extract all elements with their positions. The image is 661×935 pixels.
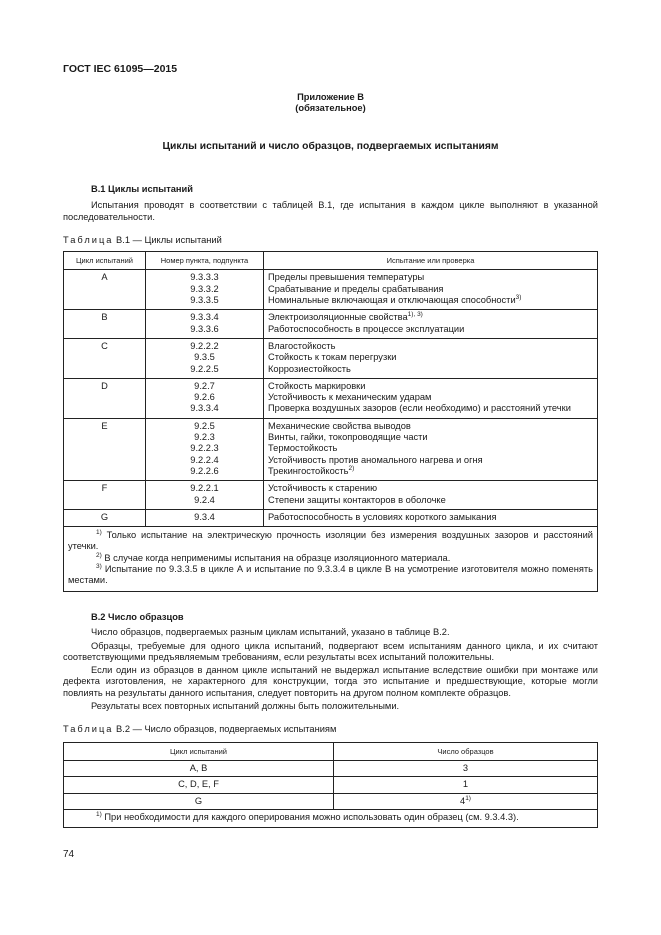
- clause-number: 9.3.3.4: [190, 312, 219, 323]
- test-cell: [264, 481, 598, 510]
- cycle-cell: G: [64, 793, 334, 809]
- appendix-label: Приложение В: [297, 92, 364, 102]
- test-name-text: Термостойкость: [268, 443, 338, 454]
- table-row: [64, 793, 598, 809]
- section-b2-paragraph: Образцы, требуемые для одного цикла испытаний, подвергают всем испытаниям данного цикла, и их считают соответствующими предъявляемым требованиям, если результаты всех испытаний положительны.: [63, 640, 598, 662]
- test-name: [268, 495, 593, 506]
- section-b2-paragraph: Если один из образцов в данном цикле испытаний не выдержал испытание вследствие ошибки при монтаже или дефекта изготовления, не характерного для конструкции, тогда это испытание и предшествующие, которые могли повлиять на результаты данного испытания, следует повторить на другом полном комплекте образцов.: [63, 665, 598, 698]
- clause-cell: [146, 378, 264, 418]
- clause-number: 9.2.7: [194, 380, 215, 391]
- clause-cell: [146, 310, 264, 339]
- footnote: [68, 553, 593, 564]
- test-name: [268, 466, 593, 477]
- cycle-cell: A, B: [64, 760, 334, 776]
- test-name-text: Устойчивость против аномального нагрева и огня: [268, 454, 483, 465]
- test-name: [268, 392, 593, 403]
- footnote-text: В случае когда неприменимы испытания на образце изоляционного материала.: [104, 552, 451, 563]
- clause-number: 9.3.3.5: [190, 295, 219, 306]
- clause-number: 9.2.2.1: [190, 483, 219, 494]
- cycle-cell: B: [64, 310, 146, 339]
- cycle-cell: A: [64, 270, 146, 310]
- table1-caption-text: В.1 — Циклы испытаний: [116, 234, 222, 245]
- table-row: [64, 270, 598, 310]
- test-cell: [264, 310, 598, 339]
- table2-header-count: Число образцов: [334, 742, 598, 760]
- footnote-ref: 1), 3): [407, 311, 423, 319]
- clause-number: 9.2.2.4: [190, 454, 219, 465]
- test-name-text: Пределы превышения температуры: [268, 272, 425, 283]
- test-name: [268, 295, 593, 306]
- clause-number: 9.2.6: [194, 392, 215, 403]
- clause-number: 9.3.3.3: [190, 272, 219, 283]
- table-sample-count: [63, 742, 598, 828]
- clause-number: 9.2.2.5: [190, 363, 219, 374]
- table-row: [64, 338, 598, 378]
- test-name: [268, 341, 593, 352]
- test-cell: [264, 418, 598, 480]
- footnote: [68, 530, 593, 553]
- cycle-cell: C, D, E, F: [64, 777, 334, 793]
- test-name-text: Стойкость к токам перегрузки: [268, 352, 397, 363]
- footnote-ref: 1): [465, 794, 471, 802]
- table-row: [64, 760, 598, 776]
- clause-number: 9.3.3.2: [190, 283, 219, 294]
- test-cell: [264, 338, 598, 378]
- test-name: [268, 381, 593, 392]
- test-name-text: Механические свойства выводов: [268, 420, 411, 431]
- section-b1-heading: В.1 Циклы испытаний: [91, 184, 193, 194]
- clause-cell: [146, 509, 264, 526]
- table-row: [64, 509, 598, 526]
- section-b2-paragraph: Число образцов, подвергаемых разным циклам испытаний, указано в таблице В.2.: [91, 627, 450, 638]
- test-name-text: Степени защиты контакторов в оболочке: [268, 494, 446, 505]
- test-name: [268, 352, 593, 363]
- table1-header-cycle: Цикл испытаний: [64, 252, 146, 270]
- table-test-cycles: [63, 251, 598, 591]
- table1-header-test: Испытание или проверка: [264, 252, 598, 270]
- table2-caption: [63, 724, 598, 735]
- appendix-title: [63, 92, 598, 115]
- test-name-text: Трекингостойкость: [268, 465, 349, 476]
- table1-caption: [63, 235, 598, 246]
- clause-cell: [146, 270, 264, 310]
- table1-header-clause: Номер пункта, подпункта: [146, 252, 264, 270]
- clause-cell: [146, 338, 264, 378]
- table-row: [64, 418, 598, 480]
- main-title: Циклы испытаний и число образцов, подвергаемых испытаниям: [162, 141, 499, 152]
- section-b1-paragraph: Испытания проводят в соответствии с таблицей В.1, где испытания в каждом цикле выполняют в указанной последовательности.: [63, 200, 598, 222]
- test-name-text: Коррозиестойкость: [268, 363, 351, 374]
- test-name-text: Работоспособность в условиях короткого замыкания: [268, 511, 497, 522]
- clause-number: 9.2.2.6: [190, 465, 219, 476]
- section-b1: [63, 184, 598, 592]
- test-cell: [264, 270, 598, 310]
- test-name-text: Срабатывание и пределы срабатывания: [268, 283, 444, 294]
- footnote-mark: 2): [96, 551, 102, 559]
- test-name: [268, 455, 593, 466]
- clause-cell: [146, 481, 264, 510]
- footnote-text: Только испытание на электрическую прочность изоляции без измерения воздушных зазоров и расстояний утечки.: [68, 530, 593, 552]
- test-name-text: Устойчивость к механическим ударам: [268, 392, 432, 403]
- footnote-ref: 3): [515, 294, 522, 302]
- table-row: [64, 481, 598, 510]
- clause-number: 9.2.2.2: [190, 340, 219, 351]
- clause-number: 9.2.5: [194, 420, 215, 431]
- test-cell: [264, 378, 598, 418]
- cycle-cell: E: [64, 418, 146, 480]
- appendix-status: (обязательное): [295, 103, 366, 114]
- footnote-mark: 3): [96, 563, 102, 571]
- test-name-text: Работоспособность в процессе эксплуатации: [268, 323, 465, 334]
- table1-caption-prefix: Таблица: [63, 234, 114, 245]
- footnote-ref: 2): [348, 464, 355, 472]
- footnote-text: При необходимости для каждого оперирования можно использовать один образец (см. 9.3.4.3).: [104, 811, 519, 822]
- footnote: [68, 564, 593, 587]
- test-name: [268, 284, 593, 295]
- test-name-text: Электроизоляционные свойства: [268, 312, 408, 323]
- footnote-text: Испытание по 9.3.3.5 в цикле А и испытание по 9.3.3.4 в цикле В на усмотрение изготовителя можно поменять местами.: [68, 564, 594, 586]
- test-name-text: Номинальные включающая и отключающая способности: [268, 295, 516, 306]
- table-row: [64, 310, 598, 339]
- document-header: ГОСТ IEC 61095—2015: [63, 63, 178, 75]
- clause-number: 9.3.4: [194, 511, 215, 522]
- test-name: [268, 364, 593, 375]
- table1-footnotes-row: [64, 527, 598, 591]
- table2-footnote-row: [64, 809, 598, 827]
- section-b2: [63, 612, 598, 828]
- clause-cell: [146, 418, 264, 480]
- cycle-cell: F: [64, 481, 146, 510]
- table-row: [64, 777, 598, 793]
- clause-number: 9.2.3: [194, 432, 215, 443]
- test-name: [268, 421, 593, 432]
- section-b2-paragraph: Результаты всех повторных испытаний должны быть положительными.: [91, 701, 400, 712]
- test-name: [268, 324, 593, 335]
- test-cell: [264, 509, 598, 526]
- clause-number: 9.3.5: [194, 352, 215, 363]
- count-cell: [334, 793, 598, 809]
- clause-number: 9.3.3.6: [190, 323, 219, 334]
- count-cell: 3: [334, 760, 598, 776]
- test-name: [268, 272, 593, 283]
- footnote-mark: 1): [96, 810, 102, 818]
- test-name: [268, 512, 593, 523]
- clause-number: 9.2.2.3: [190, 443, 219, 454]
- test-name: [268, 443, 593, 454]
- cycle-cell: D: [64, 378, 146, 418]
- table2-caption-prefix: Таблица: [63, 724, 114, 735]
- test-name-text: Устойчивость к старению: [268, 483, 378, 494]
- test-name: [268, 312, 593, 323]
- test-name-text: Винты, гайки, токопроводящие части: [268, 432, 428, 443]
- count-value: 4: [460, 795, 466, 806]
- table-row: [64, 378, 598, 418]
- test-name-text: Влагостойкость: [268, 340, 336, 351]
- test-name: [268, 403, 593, 414]
- cycle-cell: C: [64, 338, 146, 378]
- footnote-mark: 1): [96, 529, 102, 537]
- test-name: [268, 483, 593, 494]
- clause-number: 9.2.4: [194, 494, 215, 505]
- page-number: 74: [63, 849, 75, 860]
- test-name: [268, 432, 593, 443]
- cycle-cell: G: [64, 509, 146, 526]
- test-name-text: Проверка воздушных зазоров (если необходимо) и расстояний утечки: [268, 403, 571, 414]
- section-b2-heading: В.2 Число образцов: [91, 612, 184, 622]
- table2-header-cycle: Цикл испытаний: [64, 742, 334, 760]
- count-cell: 1: [334, 777, 598, 793]
- test-name-text: Стойкость маркировки: [268, 380, 366, 391]
- clause-number: 9.3.3.4: [190, 403, 219, 414]
- table2-caption-text: В.2 — Число образцов, подвергаемых испытаниям: [116, 724, 337, 735]
